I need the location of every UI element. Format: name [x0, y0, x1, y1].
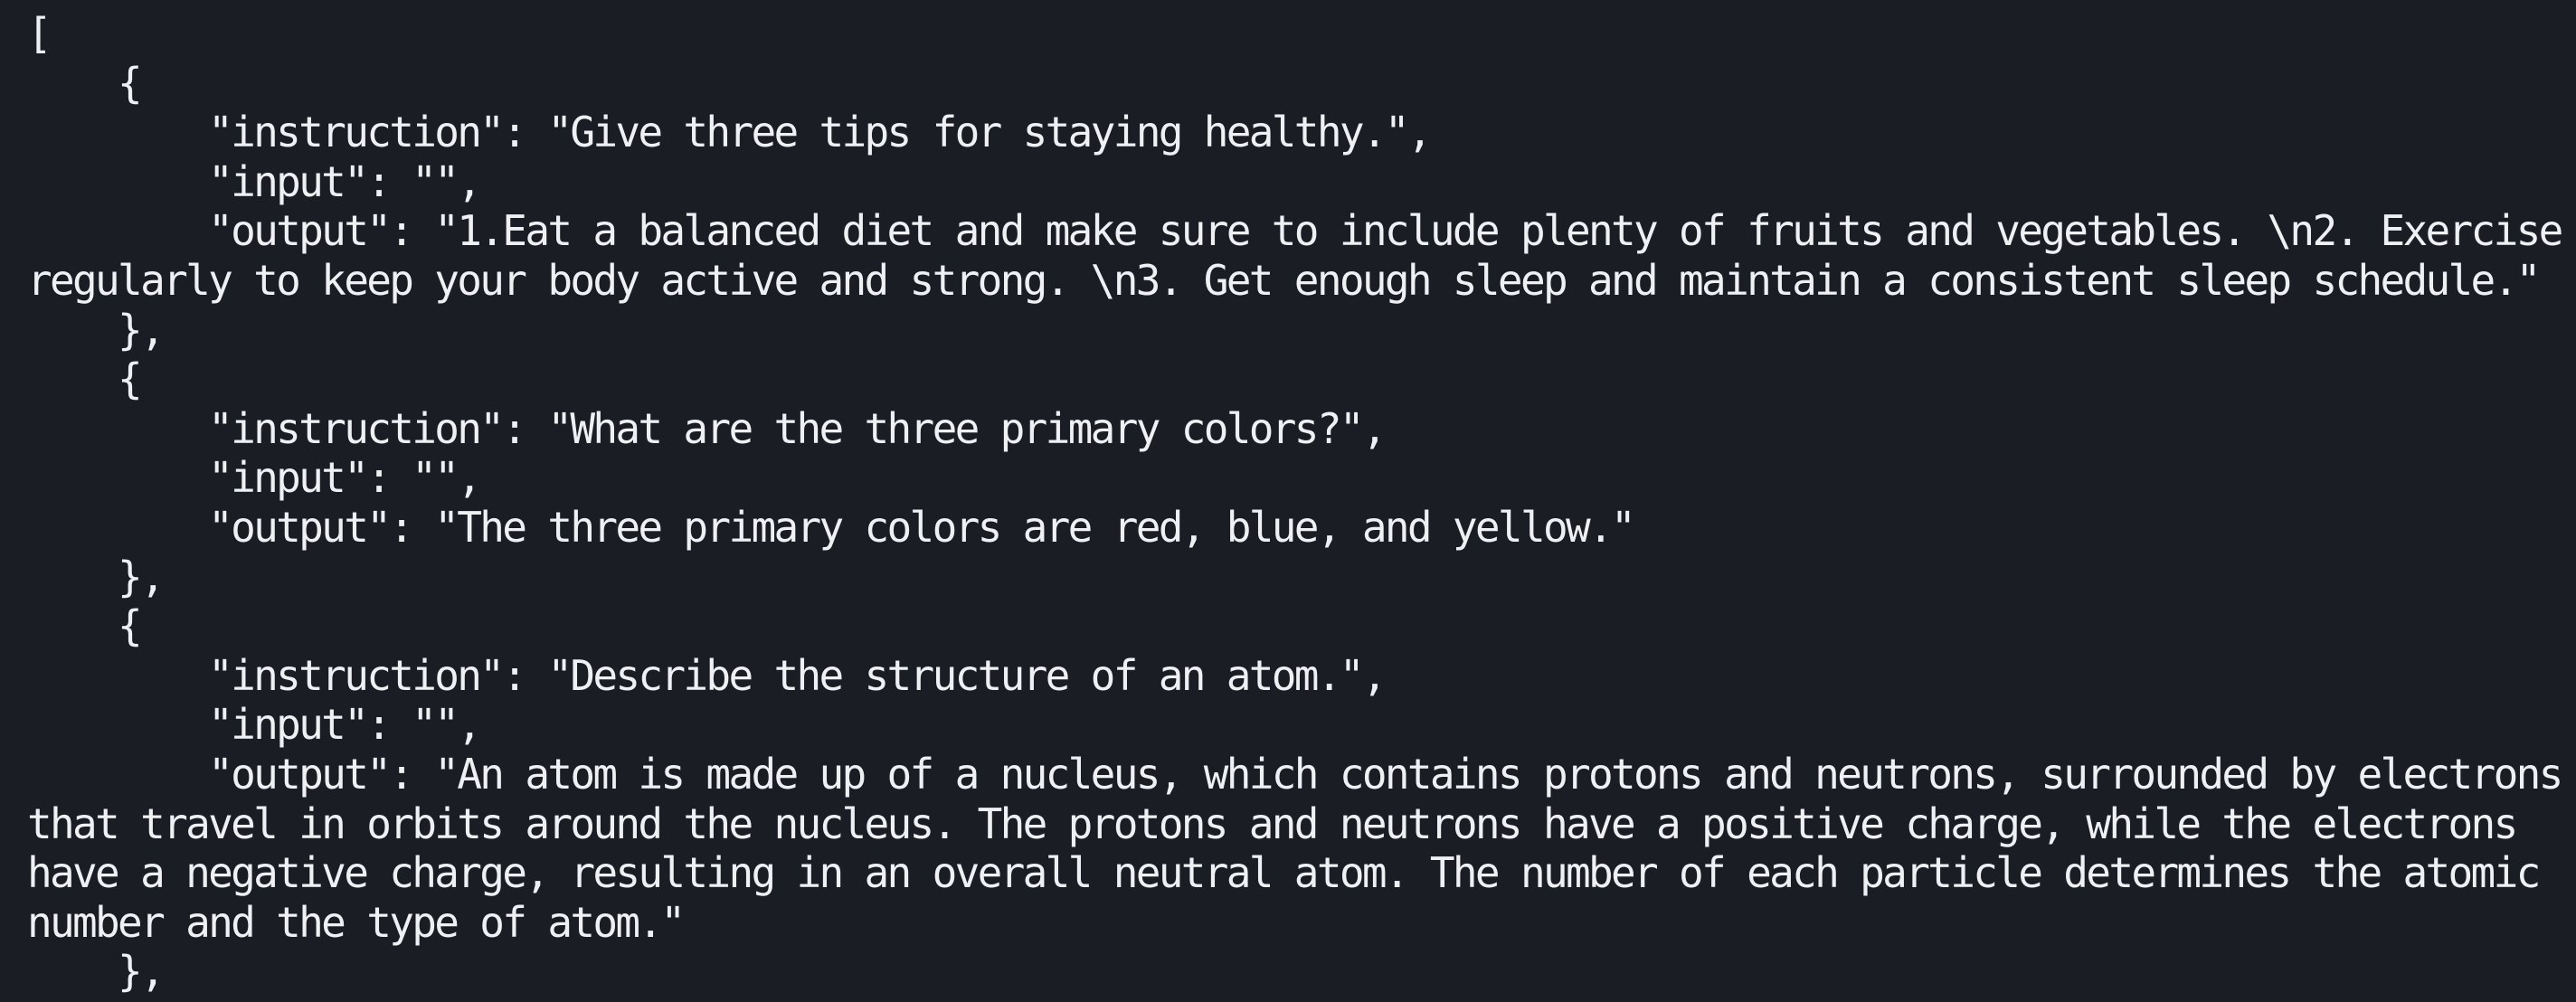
json-line: that travel in orbits around the nucleus. The protons and neutrons have a positive charge, while the electrons: [27, 799, 2516, 848]
json-line: have a negative charge, resulting in an overall neutral atom. The number of each particle determines the atomic: [27, 848, 2539, 898]
json-line: },: [27, 552, 164, 601]
json-line: {: [27, 58, 141, 108]
json-line: [: [27, 9, 51, 58]
json-line: "instruction": "What are the three primary colors?",: [27, 403, 1385, 453]
json-line: },: [27, 947, 164, 997]
json-line: "input": "",: [27, 156, 480, 206]
json-line: {: [27, 354, 141, 404]
json-line: "input": "",: [27, 700, 480, 750]
json-line: {: [27, 601, 141, 651]
json-line: },: [27, 305, 164, 354]
json-line: "input": "",: [27, 453, 480, 503]
json-line: "output": "The three primary colors are red, blue, and yellow.": [27, 502, 1634, 552]
json-line: number and the type of atom.": [27, 897, 684, 947]
json-line: "instruction": "Give three tips for staying healthy.",: [27, 108, 1430, 157]
json-line: "output": "1.Eat a balanced diet and make sure to include plenty of fruits and vegetables. \n2. Exercise: [27, 206, 2562, 256]
json-line: "instruction": "Describe the structure of an atom.",: [27, 650, 1385, 700]
json-line: "output": "An atom is made up of a nucleus, which contains protons and neutrons, surrounded by electrons: [27, 749, 2562, 799]
json-line: regularly to keep your body active and strong. \n3. Get enough sleep and maintain a consistent sleep schedule.": [27, 255, 2539, 305]
